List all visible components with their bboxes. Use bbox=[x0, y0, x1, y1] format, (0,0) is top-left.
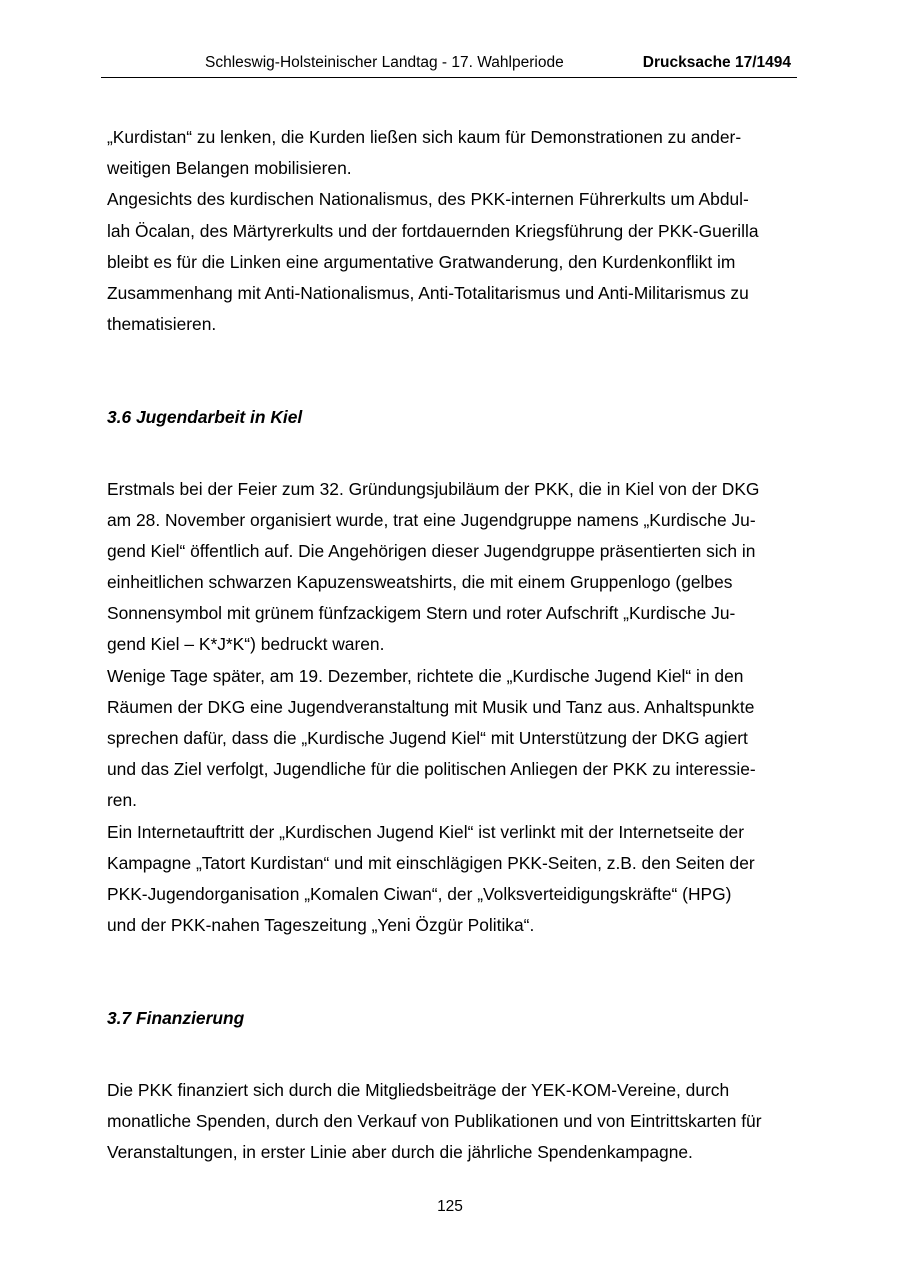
text-line: einheitlichen schwarzen Kapuzensweatshirts, die mit einem Gruppenlogo (gelbes bbox=[107, 572, 733, 593]
header-title: Schleswig-Holsteinischer Landtag - 17. Wahlperiode bbox=[205, 54, 564, 71]
text-line: bleibt es für die Linken eine argumentative Gratwanderung, den Kurdenkonflikt im bbox=[107, 251, 736, 272]
document-number: Drucksache 17/1494 bbox=[642, 54, 791, 71]
text-line: und der PKK-nahen Tageszeitung „Yeni Özgür Politika“. bbox=[107, 915, 535, 936]
text-line: gend Kiel“ öffentlich auf. Die Angehörigen dieser Jugendgruppe präsentierten sich in bbox=[107, 540, 756, 561]
header-divider bbox=[101, 77, 797, 78]
section-heading-3-7: 3.7 Finanzierung bbox=[107, 1008, 245, 1029]
text-line: und das Ziel verfolgt, Jugendliche für die politischen Anliegen der PKK zu interessie- bbox=[107, 759, 756, 780]
text-line: ren. bbox=[107, 790, 137, 811]
text-line: Sonnensymbol mit grünem fünfzackigem Stern und roter Aufschrift „Kurdische Ju- bbox=[107, 603, 736, 624]
text-line: Die PKK finanziert sich durch die Mitgliedsbeiträge der YEK-KOM-Vereine, durch bbox=[107, 1079, 730, 1100]
text-line: Räumen der DKG eine Jugendveranstaltung mit Musik und Tanz aus. Anhaltspunkte bbox=[107, 696, 755, 717]
page-number: 125 bbox=[437, 1198, 463, 1215]
text-line: am 28. November organisiert wurde, trat eine Jugendgruppe namens „Kurdische Ju- bbox=[107, 509, 756, 530]
text-line: Zusammenhang mit Anti-Nationalismus, Anti-Totalitarismus und Anti-Militarismus zu bbox=[107, 282, 749, 303]
document-body bbox=[107, 122, 793, 1168]
text-line: sprechen dafür, dass die „Kurdische Jugend Kiel“ mit Unterstützung der DKG agiert bbox=[107, 728, 748, 748]
text-line: Angesichts des kurdischen Nationalismus, des PKK-internen Führerkults um Abdul- bbox=[107, 189, 749, 210]
section-3-7-body bbox=[107, 1075, 793, 1169]
text-line: weitigen Belangen mobilisieren. bbox=[107, 158, 352, 179]
text-line: Erstmals bei der Feier zum 32. Gründungsjubiläum der PKK, die in Kiel von der DKG bbox=[107, 478, 760, 499]
text-line: lah Öcalan, des Märtyrerkults und der fortdauernden Kriegsführung der PKK-Guerilla bbox=[107, 220, 759, 241]
text-line: PKK-Jugendorganisation „Komalen Ciwan“, der „Volksverteidigungskräfte“ (HPG) bbox=[107, 883, 732, 904]
text-line: Ein Internetauftritt der „Kurdischen Jugend Kiel“ ist verlinkt mit der Internetseite der bbox=[107, 821, 744, 842]
section-heading-3-6: 3.6 Jugendarbeit in Kiel bbox=[107, 407, 303, 428]
text-line: thematisieren. bbox=[107, 314, 217, 335]
page-header bbox=[101, 52, 797, 76]
text-line: monatliche Spenden, durch den Verkauf von Publikationen und von Eintrittskarten für bbox=[107, 1110, 762, 1131]
text-line: Kampagne „Tatort Kurdistan“ und mit einschlägigen PKK-Seiten, z.B. den Seiten der bbox=[107, 852, 755, 873]
text-line: „Kurdistan“ zu lenken, die Kurden ließen sich kaum für Demonstrationen zu ander- bbox=[107, 127, 742, 147]
intro-paragraph bbox=[107, 122, 793, 340]
text-line: gend Kiel – K*J*K“) bedruckt waren. bbox=[107, 634, 385, 655]
text-line: Wenige Tage später, am 19. Dezember, richtete die „Kurdische Jugend Kiel“ in den bbox=[107, 665, 744, 686]
section-3-6-body bbox=[107, 474, 793, 942]
text-line: Veranstaltungen, in erster Linie aber durch die jährliche Spendenkampagne. bbox=[107, 1141, 693, 1162]
